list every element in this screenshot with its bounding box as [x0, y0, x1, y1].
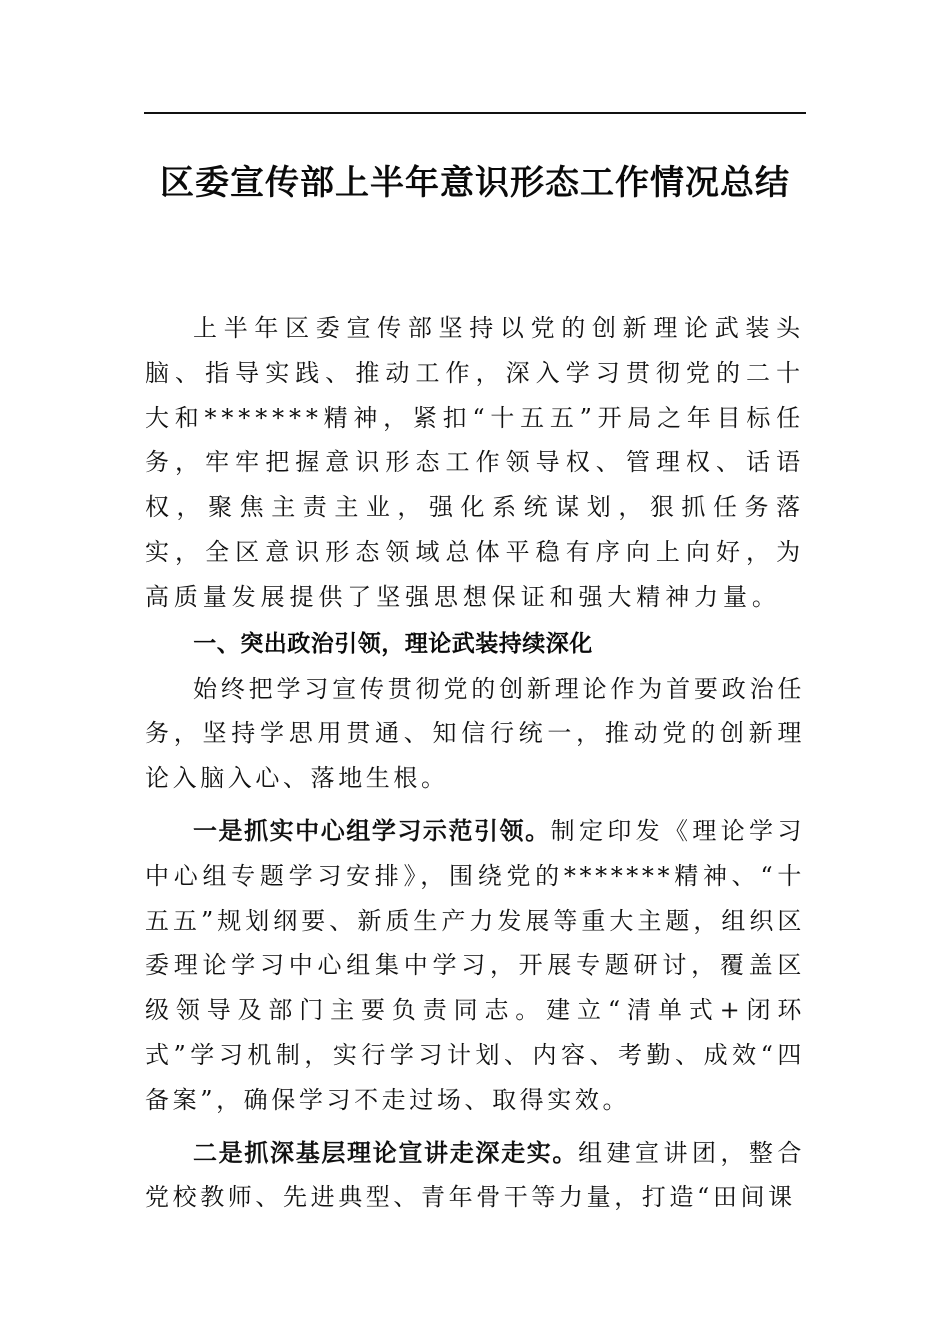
- section-paragraph: 始终把学习宣传贯彻党的创新理论作为首要政治任务，坚持学思用贯通、知信行统一，推动党的创新理论入脑入心、落地生根。: [145, 674, 805, 793]
- section-heading: 一、突出政治引领，理论武装持续深化: [193, 630, 593, 657]
- document-body: [145, 306, 805, 1220]
- header-rule: [144, 112, 806, 114]
- item-text-1: 制定印发《理论学习中心组专题学习安排》，围绕党的*******精神、“十五五”规划纲要、新质生产力发展等重大主题，组织区委理论学习中心组集中学习，开展专题研讨，覆盖区级领导及部门主要负责同志。建立“清单式+闭环式”学习机制，实行学习计划、内容、考勤、成效“四备案”，确保学习不走过场、取得实效。: [145, 816, 806, 1114]
- document-title: 区委宣传部上半年意识形态工作情况总结: [160, 163, 790, 203]
- intro-paragraph: 上半年区委宣传部坚持以党的创新理论武装头脑、指导实践、推动工作，深入学习贯彻党的二十大和*******精神，紧扣“十五五”开局之年目标任务，牢牢把握意识形态工作领导权、管理权、话语权，聚焦主责主业，强化系统谋划，狠抓任务落实，全区意识形态领域总体平稳有序向上向好，为高质量发展提供了坚强思想保证和强大精神力量。: [145, 314, 805, 611]
- item-lead-2: 二是抓深基层理论宣讲走深走实。: [193, 1138, 579, 1167]
- item-text-2: 组建宣讲团，整合党校教师、先进典型、青年骨干等力量，打造“田间课: [145, 1138, 805, 1212]
- item-lead-1: 一是抓实中心组学习示范引领。: [193, 816, 551, 845]
- item-paragraph-1: [145, 809, 805, 1123]
- item-paragraph-2: [145, 1131, 805, 1221]
